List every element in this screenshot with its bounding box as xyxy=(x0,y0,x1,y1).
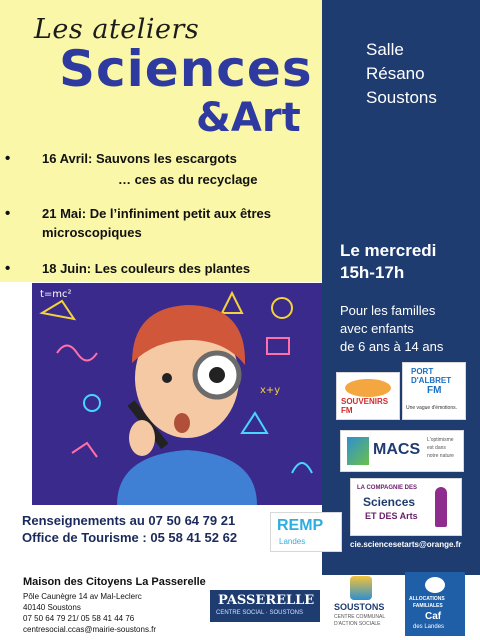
audience-block xyxy=(340,302,443,356)
port-albret-line-2: D'ALBRET xyxy=(411,376,452,385)
remp-text: REMP xyxy=(277,517,324,534)
contact-email: cie.sciencesetarts@orange.fr xyxy=(350,540,462,549)
caf-line-3: Caf xyxy=(425,611,442,622)
audience-line-1: Pour les familles xyxy=(340,303,436,318)
macs-tagline-1: L'optimisme xyxy=(427,437,454,443)
caf-line-1: ALLOCATIONS xyxy=(409,596,445,602)
program-date: 21 Mai: xyxy=(42,206,87,221)
footer-phones: 07 50 64 79 21/ 05 58 41 44 76 xyxy=(23,614,135,623)
macs-logo xyxy=(340,430,464,472)
port-albret-fm-logo xyxy=(402,362,466,420)
soustons-subtext-2: D'ACTION SOCIALE xyxy=(334,621,381,627)
soustons-subtext-1: CENTRE COMMUNAL xyxy=(334,614,386,620)
program-date: 18 Juin: xyxy=(42,261,92,276)
audience-line-2: avec enfants xyxy=(340,321,414,336)
footer-address xyxy=(23,577,206,635)
bullet-icon: • xyxy=(5,260,11,277)
soustons-ccas-logo xyxy=(330,576,396,636)
info-tourisme: Office de Tourisme : 05 58 41 52 62 xyxy=(22,530,238,545)
passerelle-logo xyxy=(210,590,320,622)
program-subtitle: microscopiques xyxy=(42,225,142,240)
remp-subtext: Landes xyxy=(279,537,306,546)
bullet-icon: • xyxy=(5,150,11,167)
footer-address-1: Pôle Caunègre 14 av Mal-Leclerc xyxy=(23,592,142,601)
program-title: Sauvons les escargots xyxy=(95,151,237,166)
scientist-boy-illustration xyxy=(32,283,322,505)
schedule-hours: 15h-17h xyxy=(340,263,405,282)
title-line-2: Sciences xyxy=(59,40,313,98)
schedule-block xyxy=(340,240,436,284)
program-title: De l’infiniment petit aux êtres xyxy=(89,206,272,221)
program-item-2 xyxy=(42,206,271,221)
program-panel xyxy=(0,142,322,282)
program-subtitle: … ces as du recyclage xyxy=(118,172,258,187)
audience-line-3: de 6 ans à 14 ans xyxy=(340,339,444,354)
port-albret-line-1: PORT xyxy=(411,367,434,376)
macs-icon xyxy=(347,437,369,465)
compagnie-sciences-arts-logo xyxy=(350,478,462,536)
info-block xyxy=(22,512,237,546)
footer-email: centresocial.ccas@mairie-soustons.fr xyxy=(23,625,157,634)
souvenirs-fm-text: SOUVENIRS FM xyxy=(341,397,389,415)
caf-logo xyxy=(405,572,465,636)
venue-line-3: Soustons xyxy=(366,88,437,107)
program-date: 16 Avril: xyxy=(42,151,93,166)
info-renseignements: Renseignements au 07 50 64 79 21 xyxy=(22,513,236,528)
program-item-1 xyxy=(42,151,237,166)
title-line-3: &Art xyxy=(196,95,301,141)
macs-text: MACS xyxy=(373,441,421,458)
venue-line-2: Résano xyxy=(366,64,425,83)
caf-line-4: des Landes xyxy=(413,624,445,630)
venue-line-1: Salle xyxy=(366,40,404,59)
passerelle-subtext: CENTRE SOCIAL · SOUSTONS xyxy=(216,610,304,616)
illustration xyxy=(32,283,322,505)
program-title: Les couleurs des plantes xyxy=(94,261,251,276)
macs-tagline-3: notre nature xyxy=(427,453,454,459)
port-albret-tagline: Une vague d'émotions. xyxy=(406,405,457,411)
souvenirs-fm-logo xyxy=(336,372,400,420)
footer-address-2: 40140 Soustons xyxy=(23,603,81,612)
soustons-name: SOUSTONS xyxy=(334,602,385,612)
remp-landes-logo xyxy=(270,512,342,552)
bullet-icon: • xyxy=(5,205,11,222)
title-line-1: Les ateliers xyxy=(34,14,200,45)
compagnie-line-1: LA COMPAGNIE DES xyxy=(357,485,418,491)
wave-icon xyxy=(345,379,391,397)
program-item-3 xyxy=(42,261,250,276)
port-albret-line-3: FM xyxy=(427,385,442,396)
svg-text:t=mc²: t=mc² xyxy=(40,289,72,300)
schedule-day: Le mercredi xyxy=(340,241,437,260)
soustons-emblem-icon xyxy=(350,576,372,600)
macs-tagline-2: est dans xyxy=(427,445,446,451)
compagnie-line-3: ET DES Arts xyxy=(365,511,418,521)
passerelle-name: PASSERELLE xyxy=(218,593,315,608)
svg-text:x+y: x+y xyxy=(260,385,281,396)
caf-line-2: FAMILIALES xyxy=(413,603,443,609)
compagnie-line-2: Sciences xyxy=(363,495,416,509)
footer-org-name: Maison des Citoyens La Passerelle xyxy=(23,576,206,588)
rocket-icon xyxy=(435,487,447,527)
venue-block xyxy=(332,38,472,110)
caf-family-icon xyxy=(425,577,445,593)
